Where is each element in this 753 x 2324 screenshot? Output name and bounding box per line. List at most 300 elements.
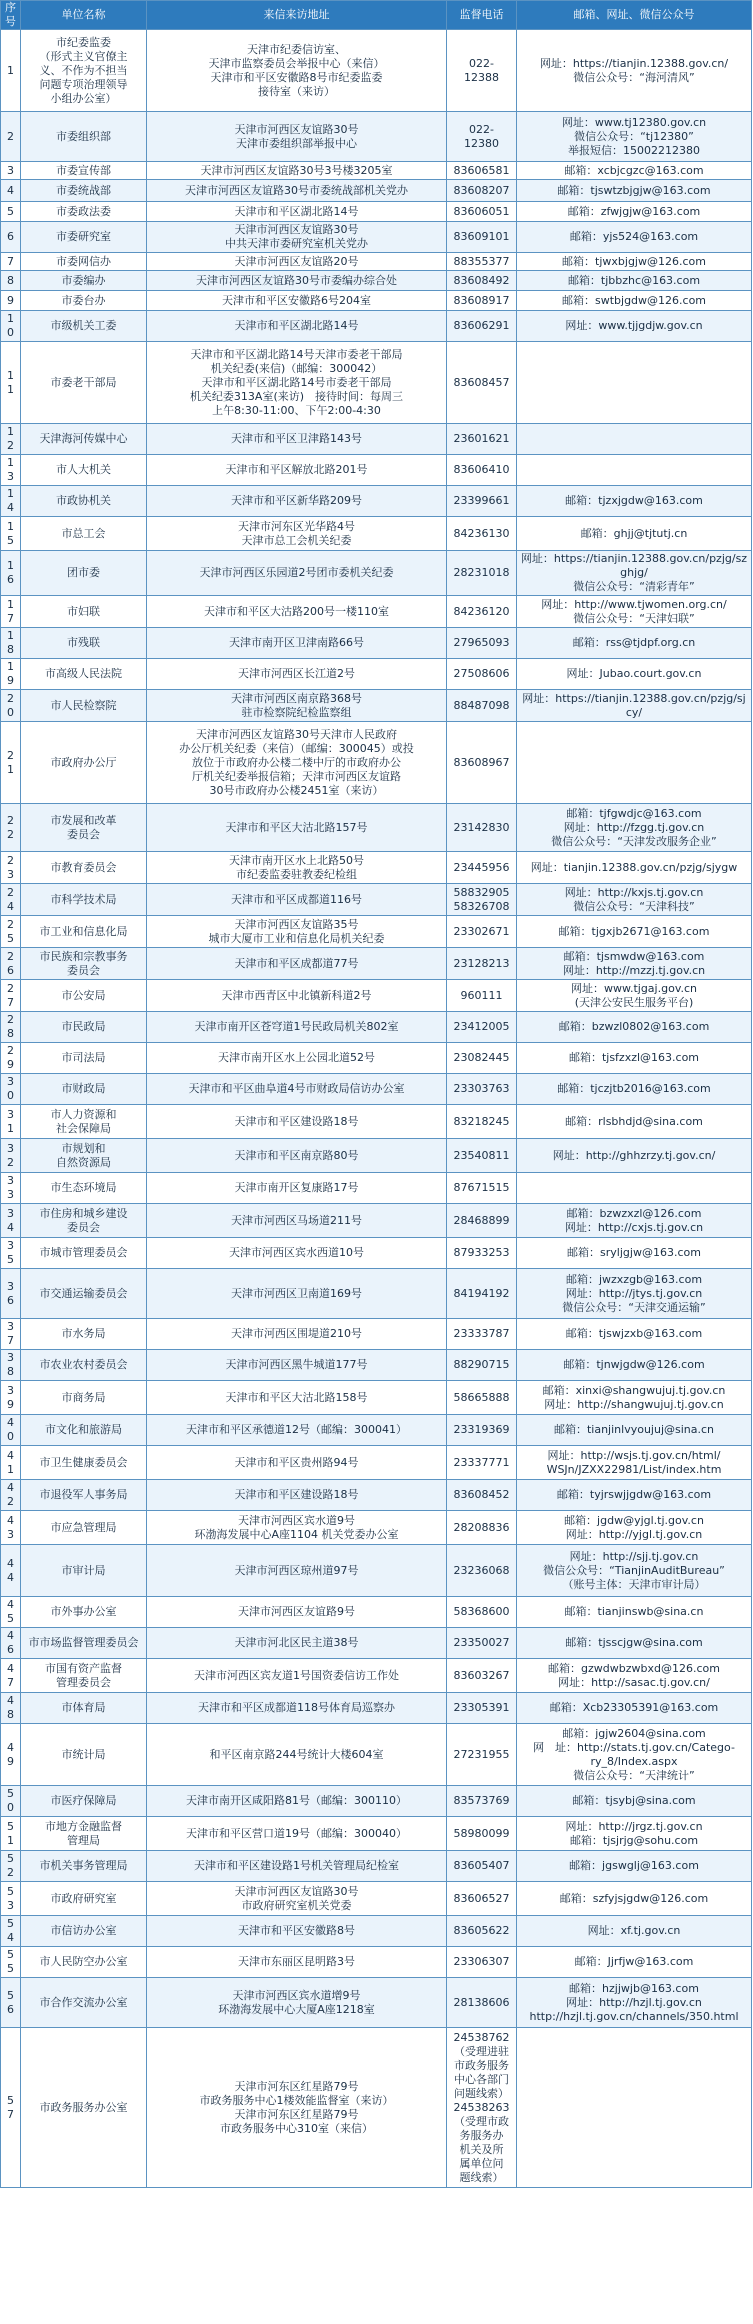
cell-address-line: 天津市河西区长江道2号: [238, 667, 355, 680]
cell-contact-line: 网址：www.tjgaj.gov.cn: [570, 981, 697, 995]
cell-address: [147, 1693, 447, 1724]
cell-phone: [447, 1659, 517, 1693]
header-unit: 单位名称: [21, 1, 147, 30]
cell-contact: [517, 1139, 752, 1173]
cell-contact: [517, 424, 752, 455]
cell-contact: [517, 486, 752, 517]
cell-address: [147, 1786, 447, 1817]
cell-unit: [21, 1597, 147, 1628]
cell-unit-line: 市外事办公室: [50, 1605, 117, 1618]
cell-contact: [517, 1204, 752, 1238]
cell-unit-line: 小组办公室）: [50, 91, 117, 105]
cell-phone-line: 23305391: [453, 1701, 510, 1714]
cell-phone: [447, 690, 517, 722]
cell-contact: [517, 112, 752, 162]
cell-phone-line: 83609101: [453, 230, 510, 243]
cell-address: [147, 311, 447, 342]
cell-unit: [21, 1139, 147, 1173]
cell-unit-line: 市退役军人事务局: [39, 1488, 128, 1501]
cell-unit-line: 市卫生健康委员会: [39, 1455, 128, 1469]
cell-contact-line: 网址：http://jrgz.tj.gov.cn: [565, 1819, 703, 1833]
cell-unit-line: 团市委: [67, 566, 100, 579]
cell-unit-line: （形式主义官僚主: [39, 49, 128, 63]
cell-unit-line: 市委编办: [61, 273, 106, 287]
cell-unit: [21, 1947, 147, 1978]
cell-unit: [21, 1916, 147, 1947]
cell-address: [147, 1882, 447, 1916]
cell-no: 17: [1, 596, 21, 628]
cell-contact: [517, 311, 752, 342]
cell-contact-line: 网址：http://www.tjwomen.org.cn/: [541, 597, 727, 611]
cell-phone: [447, 948, 517, 980]
cell-address-line: 天津市河西区友谊路30号天津市人民政府: [196, 727, 397, 741]
cell-unit: [21, 253, 147, 271]
cell-address-line: 机关纪委(来信)（邮编：300042）: [210, 361, 383, 375]
cell-contact-line: 邮箱：tjbbzhc@163.com: [567, 273, 701, 287]
cell-phone: [447, 1947, 517, 1978]
cell-contact-line: 邮箱：Jjrfjw@163.com: [574, 1955, 694, 1968]
cell-contact: [517, 1381, 752, 1415]
cell-phone: [447, 30, 517, 112]
cell-phone-line: 28231018: [453, 566, 510, 579]
cell-address: [147, 1415, 447, 1446]
cell-unit: [21, 1415, 147, 1446]
cell-contact-line: 网址：http://mzzj.tj.gov.cn: [562, 963, 706, 977]
cell-phone: [447, 1916, 517, 1947]
cell-phone-line: 022-: [469, 122, 494, 136]
cell-phone-line: 28138606: [453, 1995, 510, 2009]
cell-contact: [517, 1446, 752, 1480]
cell-address-line: 天津市河西区宾水西道10号: [229, 1246, 364, 1259]
cell-phone: [447, 222, 517, 253]
cell-unit: [21, 424, 147, 455]
cell-phone-line: 58326708: [453, 899, 510, 913]
header-address: 来信来访地址: [147, 1, 447, 30]
cell-contact: [517, 1480, 752, 1511]
cell-unit: [21, 311, 147, 342]
cell-unit-line: 市残联: [67, 636, 100, 649]
cell-phone: [447, 659, 517, 690]
cell-contact: [517, 1415, 752, 1446]
cell-phone: [447, 2028, 517, 2188]
cell-contact-line: 网址：xf.tj.gov.cn: [587, 1924, 681, 1937]
cell-no: 18: [1, 628, 21, 659]
cell-phone: [447, 486, 517, 517]
cell-no: 23: [1, 852, 21, 884]
table-row: [1, 1173, 752, 1204]
cell-unit-line: 市审计局: [61, 1563, 106, 1577]
cell-address-line: 中共天津市委研究室机关党办: [225, 237, 368, 250]
cell-address: [147, 162, 447, 180]
cell-phone-line: 58665888: [453, 1390, 510, 1404]
cell-no: 40: [1, 1415, 21, 1446]
cell-address-line: 天津市河西区乐园道2号团市委机关纪委: [199, 566, 394, 579]
cell-contact: [517, 30, 752, 112]
cell-phone-line: 27231955: [453, 1747, 510, 1761]
cell-contact-line: 网址：http://jtys.tj.gov.cn: [565, 1286, 703, 1300]
cell-contact: [517, 180, 752, 202]
cell-address-line: 办公厅机关纪委（来信）（邮编：300045）或投: [179, 741, 414, 755]
cell-unit: [21, 291, 147, 311]
cell-contact-line: 网址：https://tianjin.12388.gov.cn/pzjg/szghjg/: [520, 552, 748, 579]
cell-phone: [447, 1851, 517, 1882]
cell-unit-line: 市人民防空办公室: [39, 1955, 128, 1968]
table-row: [1, 180, 752, 202]
cell-unit: [21, 517, 147, 551]
cell-contact: [517, 1105, 752, 1139]
cell-phone: [447, 884, 517, 916]
cell-address: [147, 1545, 447, 1597]
cell-unit-line: 市城市管理委员会: [39, 1246, 128, 1259]
cell-phone-line: 58368600: [453, 1605, 510, 1618]
cell-unit: [21, 1269, 147, 1319]
table-row: [1, 1786, 752, 1817]
cell-contact: [517, 1238, 752, 1269]
table-row: [1, 1916, 752, 1947]
cell-address: [147, 222, 447, 253]
cell-phone-line: 88290715: [453, 1358, 510, 1371]
cell-no: 6: [1, 222, 21, 253]
cell-address-line: 天津市委组织部举报中心: [236, 136, 357, 150]
cell-unit-line: 市政协机关: [56, 494, 111, 507]
cell-address-line: 天津市和平区湖北路14号天津市委老干部局: [190, 347, 403, 361]
cell-address-line: 天津市南开区苍穹道1号民政局机关802室: [194, 1020, 399, 1033]
cell-no: 3: [1, 162, 21, 180]
cell-contact: [517, 162, 752, 180]
cell-unit-line: 市商务局: [61, 1390, 106, 1404]
cell-contact-line: http://hzjl.tj.gov.cn/channels/350.html: [529, 2009, 739, 2023]
cell-phone: [447, 1319, 517, 1350]
cell-address-line: 上午8:30-11:00、下午2:00-4:30: [212, 403, 381, 417]
cell-contact-line: 邮箱：hzjjwjb@163.com: [569, 1981, 699, 1995]
cell-contact-line: 网址：Jubao.court.gov.cn: [566, 667, 702, 680]
cell-address-line: 接待室（来访）: [258, 84, 335, 98]
cell-phone: [447, 162, 517, 180]
cell-contact: [517, 980, 752, 1012]
cell-unit: [21, 112, 147, 162]
cell-contact-line: 邮箱：jwzxzgb@163.com: [565, 1272, 703, 1286]
cell-phone: [447, 596, 517, 628]
cell-contact-line: 邮箱：tianjinswb@sina.cn: [564, 1605, 704, 1618]
table-row: [1, 628, 752, 659]
cell-phone-line: 87671515: [453, 1181, 510, 1194]
cell-no: 22: [1, 804, 21, 852]
cell-contact: [517, 1043, 752, 1074]
cell-address: [147, 1851, 447, 1882]
cell-contact: [517, 1545, 752, 1597]
cell-phone-line: 83606410: [453, 463, 510, 476]
table-header-row: [1, 1, 752, 30]
cell-phone-line: 83608917: [453, 293, 510, 307]
cell-phone-line: 83606527: [453, 1891, 510, 1905]
cell-contact: [517, 596, 752, 628]
cell-unit-line: 市农业农村委员会: [39, 1358, 128, 1371]
cell-address-line: 天津市和平区成都道118号体育局巡察办: [198, 1701, 395, 1714]
cell-phone-line: 23128213: [453, 956, 510, 970]
cell-contact-line: 邮箱：tjwxbjgjw@126.com: [562, 254, 706, 268]
cell-phone-line: 83608207: [453, 183, 510, 197]
cell-phone-line: 83218245: [453, 1114, 510, 1128]
cell-address: [147, 1480, 447, 1511]
cell-unit-line: 市人力资源和: [50, 1107, 117, 1121]
cell-contact-line: 邮箱：swtbjgdw@126.com: [561, 293, 707, 307]
cell-no: 15: [1, 517, 21, 551]
cell-no: 29: [1, 1043, 21, 1074]
cell-contact-line: 邮箱：Xcb23305391@163.com: [549, 1701, 719, 1714]
header-contact: 邮箱、网址、微信公众号: [517, 1, 752, 30]
cell-address-line: 天津市河西区友谊路30号市委编办综合处: [196, 273, 397, 287]
cell-no: 37: [1, 1319, 21, 1350]
cell-contact: [517, 455, 752, 486]
cell-unit-line: 市民族和宗教事务: [39, 949, 128, 963]
cell-unit-line: 委员会: [67, 1220, 100, 1234]
cell-unit-line: 市委台办: [61, 293, 106, 307]
cell-phone: [447, 1597, 517, 1628]
cell-address-line: 天津市监察委员会举报中心（来信）: [208, 56, 385, 70]
cell-contact: [517, 1851, 752, 1882]
cell-contact-line: 网 址：http://stats.tj.gov.cn/Catego-: [533, 1740, 735, 1754]
cell-address-line: 天津市河东区红星路79号: [234, 2107, 359, 2121]
cell-phone-line: 23337771: [453, 1455, 510, 1469]
cell-no: 42: [1, 1480, 21, 1511]
cell-unit: [21, 659, 147, 690]
cell-address-line: 天津市河西区宾友道1号国资委信访工作处: [194, 1668, 399, 1682]
cell-contact-line: 邮箱：xinxi@shangwujuj.tj.gov.cn: [542, 1383, 726, 1397]
cell-no: 14: [1, 486, 21, 517]
cell-contact: [517, 253, 752, 271]
table-row: [1, 1350, 752, 1381]
cell-no: 55: [1, 1947, 21, 1978]
cell-phone-line: 28208836: [453, 1520, 510, 1534]
cell-contact-line: 网址：tianjin.12388.gov.cn/pzjg/sjygw: [530, 860, 738, 874]
cell-address: [147, 1012, 447, 1043]
cell-unit: [21, 2028, 147, 2188]
cell-unit: [21, 1882, 147, 1916]
cell-unit-line: 市水务局: [61, 1327, 106, 1340]
table-row: [1, 722, 752, 804]
cell-address-line: 天津市和平区营口道19号（邮编：300040）: [186, 1826, 407, 1840]
table-row: [1, 1511, 752, 1545]
cell-address-line: 天津市纪委信访室、: [247, 42, 346, 56]
cell-phone-line: 24538263: [453, 2100, 510, 2114]
cell-unit-line: 市民政局: [61, 1020, 106, 1033]
cell-phone: [447, 1693, 517, 1724]
cell-phone-line: 23236068: [453, 1563, 510, 1577]
table-row: [1, 162, 752, 180]
cell-unit: [21, 551, 147, 596]
cell-address-line: 放位于市政府办公楼二楼中厅的市政府办公: [192, 755, 401, 769]
cell-contact-line: 网址：www.tjjgdjw.gov.cn: [565, 319, 703, 332]
cell-no: 32: [1, 1139, 21, 1173]
table-row: [1, 1319, 752, 1350]
cell-contact-line: 邮箱：tianjinlvyoujuj@sina.cn: [553, 1423, 715, 1436]
cell-address: [147, 1043, 447, 1074]
cell-phone-line: 27965093: [453, 636, 510, 649]
cell-phone-line: 83605622: [453, 1924, 510, 1937]
cell-no: 8: [1, 271, 21, 291]
cell-address-line: 市纪委监委驻教委纪检组: [236, 867, 357, 881]
cell-unit: [21, 980, 147, 1012]
table-row: [1, 1074, 752, 1105]
cell-address-line: 天津市和平区成都道77号: [234, 956, 359, 970]
cell-unit-line: 市级机关工委: [50, 319, 117, 332]
cell-phone-line: 58832905: [453, 885, 510, 899]
cell-address: [147, 180, 447, 202]
table-row: [1, 222, 752, 253]
cell-contact-line: 网址：http://kxjs.tj.gov.cn: [564, 885, 704, 899]
cell-no: 19: [1, 659, 21, 690]
cell-address-line: 天津市南开区卫津南路66号: [229, 636, 364, 649]
cell-phone: [447, 424, 517, 455]
cell-unit-line: 市人民检察院: [50, 698, 117, 712]
cell-no: 1: [1, 30, 21, 112]
cell-phone: [447, 455, 517, 486]
cell-address-line: 天津市和平区安徽路8号市纪委监委: [210, 70, 383, 84]
cell-unit-line: 委员会: [67, 963, 100, 977]
cell-contact: [517, 659, 752, 690]
cell-contact-line: 微信公众号：“海河清风”: [573, 70, 695, 84]
cell-phone: [447, 628, 517, 659]
cell-address: [147, 722, 447, 804]
cell-address: [147, 1074, 447, 1105]
cell-unit-line: 市工业和信息化局: [39, 924, 128, 938]
cell-contact-line: 举报短信：15002212380: [568, 143, 700, 157]
cell-phone: [447, 1545, 517, 1597]
table-row: [1, 486, 752, 517]
cell-phone: [447, 1269, 517, 1319]
cell-unit-line: 市妇联: [67, 604, 100, 618]
cell-unit: [21, 1012, 147, 1043]
table-row: [1, 1978, 752, 2028]
cell-address-line: 驻市检察院纪检监察组: [241, 705, 352, 719]
cell-no: 31: [1, 1105, 21, 1139]
cell-phone-line: 23399661: [453, 494, 510, 507]
cell-no: 21: [1, 722, 21, 804]
cell-contact-line: 邮箱：tjsfzxzl@163.com: [568, 1051, 700, 1064]
cell-contact-line: 网址：http://yjgl.tj.gov.cn: [565, 1527, 703, 1541]
cell-address-line: 天津市河西区卫南道169号: [231, 1286, 362, 1300]
cell-phone: [447, 1381, 517, 1415]
cell-unit-line: 市政府研究室: [50, 1891, 117, 1905]
cell-address-line: 城市大厦市工业和信息化局机关纪委: [208, 931, 385, 945]
cell-no: 50: [1, 1786, 21, 1817]
cell-contact-line: 微信公众号：“tj12380”: [574, 129, 694, 143]
cell-no: 11: [1, 342, 21, 424]
cell-unit-line: 市体育局: [61, 1701, 106, 1714]
cell-address-line: 天津市和平区成都道116号: [231, 892, 362, 906]
table-row: [1, 1381, 752, 1415]
cell-address: [147, 659, 447, 690]
cell-address-line: 天津市河西区友谊路20号: [234, 254, 359, 268]
table-row: [1, 1817, 752, 1851]
cell-address-line: 天津市和平区卫津路143号: [231, 432, 362, 445]
cell-no: 52: [1, 1851, 21, 1882]
cell-address: [147, 1597, 447, 1628]
cell-phone: [447, 1786, 517, 1817]
cell-contact: [517, 916, 752, 948]
cell-phone-line: 27508606: [453, 667, 510, 680]
cell-unit: [21, 852, 147, 884]
table-row: [1, 1415, 752, 1446]
cell-unit: [21, 1693, 147, 1724]
cell-phone-line: 84236130: [453, 526, 510, 540]
table-row: [1, 253, 752, 271]
cell-contact-line: 邮箱：tjswjzxb@163.com: [565, 1327, 703, 1340]
cell-unit: [21, 1381, 147, 1415]
cell-unit: [21, 222, 147, 253]
cell-unit-line: 自然资源局: [56, 1155, 111, 1169]
cell-address: [147, 1350, 447, 1381]
cell-unit-line: 市委宣传部: [56, 163, 111, 177]
cell-phone-line: 83605407: [453, 1859, 510, 1872]
cell-no: 30: [1, 1074, 21, 1105]
table-row: [1, 1012, 752, 1043]
cell-phone-line: 中心各部门: [454, 2072, 509, 2086]
cell-contact-line: 邮箱：tjsjrjg@sohu.com: [569, 1833, 699, 1847]
cell-unit-line: 市财政局: [61, 1082, 106, 1095]
cell-no: 27: [1, 980, 21, 1012]
cell-contact-line: 网址：http://ghhzrzy.tj.gov.cn/: [552, 1148, 716, 1162]
table-row: [1, 1851, 752, 1882]
cell-address-line: 天津市河西区宾水道增9号: [232, 1988, 361, 2002]
table-row: [1, 1043, 752, 1074]
cell-address: [147, 30, 447, 112]
cell-address-line: 天津市和平区贵州路94号: [234, 1455, 359, 1469]
cell-contact: [517, 690, 752, 722]
cell-phone-line: 960111: [460, 988, 503, 1002]
cell-address-line: 天津市河西区友谊路30号: [234, 1884, 359, 1898]
cell-contact: [517, 1947, 752, 1978]
cell-contact-line: 网址：http://sasac.tj.gov.cn/: [558, 1675, 710, 1689]
cell-address-line: 天津市南开区水上公园北道52号: [218, 1051, 375, 1064]
cell-address: [147, 852, 447, 884]
cell-contact: [517, 271, 752, 291]
table-row: [1, 271, 752, 291]
cell-unit-line: 市纪委监委: [56, 35, 111, 49]
cell-phone-line: 022-: [469, 56, 494, 70]
table-row: [1, 690, 752, 722]
cell-phone: [447, 1139, 517, 1173]
cell-phone-line: 84236120: [453, 604, 510, 618]
cell-contact-line: 微信公众号：“天津发改服务企业”: [551, 834, 717, 848]
cell-unit-line: 管理局: [67, 1833, 100, 1847]
cell-unit: [21, 1319, 147, 1350]
cell-unit-line: 市委网信办: [56, 254, 111, 268]
cell-address-line: 市政务服务中心310室（来信）: [220, 2121, 373, 2135]
cell-contact: [517, 1882, 752, 1916]
table-row: [1, 596, 752, 628]
cell-unit-line: 市政府办公厅: [50, 755, 117, 769]
cell-unit-line: 市总工会: [61, 526, 106, 540]
cell-address: [147, 1817, 447, 1851]
cell-phone: [447, 291, 517, 311]
table-row: [1, 291, 752, 311]
cell-address: [147, 1659, 447, 1693]
cell-contact: [517, 342, 752, 424]
cell-contact-line: 网址：http://sjj.tj.gov.cn: [569, 1549, 699, 1563]
cell-phone: [447, 1978, 517, 2028]
cell-address-line: 天津市和平区建设路18号: [234, 1488, 359, 1501]
cell-unit: [21, 1851, 147, 1882]
cell-address-line: 天津市河西区围堤道210号: [231, 1327, 362, 1340]
table-row: [1, 455, 752, 486]
cell-contact: [517, 202, 752, 222]
cell-address-line: 天津市和平区湖北路14号: [234, 204, 359, 218]
cell-unit: [21, 1817, 147, 1851]
cell-phone-line: 83606051: [453, 204, 510, 218]
cell-unit: [21, 1545, 147, 1597]
table-row: [1, 804, 752, 852]
